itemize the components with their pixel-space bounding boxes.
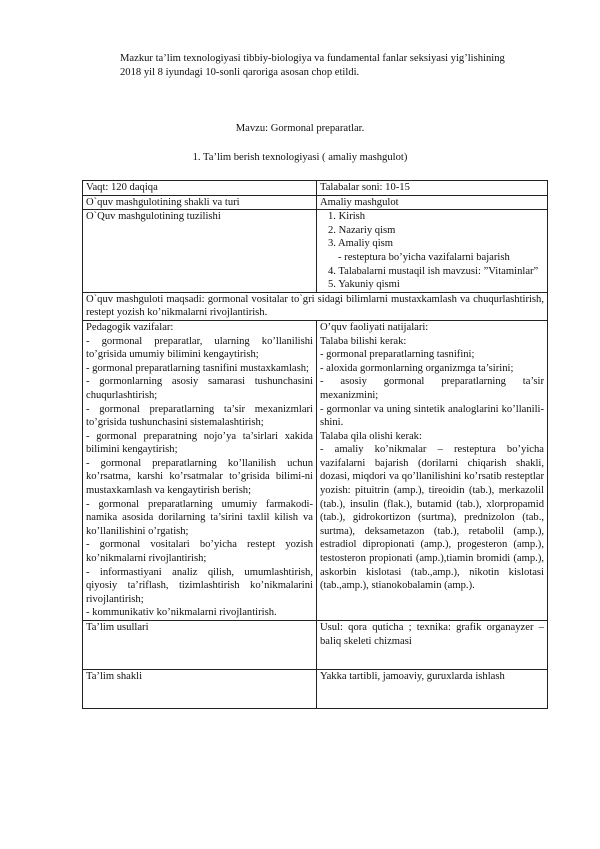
list-item: - gormonal preparatlarning tasnifini mustaxkamlash; bbox=[86, 362, 309, 374]
results-title: O’quv faoliyati natijalari: bbox=[320, 321, 429, 333]
shape-label-cell: Ta’lim shakli bbox=[83, 670, 317, 709]
table-row bbox=[83, 292, 548, 320]
time-cell: Vaqt: 120 daqiqa bbox=[83, 181, 317, 196]
methods-label-cell: Ta’lim usullari bbox=[83, 621, 317, 670]
form-label-cell: O`quv mashgulotining shakli va turi bbox=[83, 195, 317, 210]
results-know-title: Talaba bilishi kerak: bbox=[320, 335, 407, 347]
list-item: - gormonlar va uning sintetik analoglarini ko’llanili-shini. bbox=[320, 403, 544, 429]
list-item: - resteptura bo’yicha vazifalarni bajarish bbox=[338, 251, 510, 263]
methods-value-cell: Usul: qora quticha ; texnika: grafik organayzer – baliq skeleti chizmasi bbox=[317, 621, 548, 670]
table-row bbox=[83, 195, 548, 210]
list-item: - gormonal preparatlarning tasnifini; bbox=[320, 349, 475, 361]
goal-cell: O`quv mashguloti maqsadi: gormonal vositalar to`gri sidagi bilimlarni mustaxkamlash va chuqurlashtirish, restept yozish ko’nikmalarni rivojlantirish. bbox=[83, 292, 548, 320]
approval-line-2: 2018 yil 8 iyundagi 10-sonli qaroriga asosan chop etildi. bbox=[120, 66, 360, 78]
list-item: - gormonal preparatlarning ta’sir mexanizmlari to’grisida tushunchasini sistemalashtirish; bbox=[86, 403, 313, 429]
topic-heading: Mavzu: Gormonal preparatlar. bbox=[235, 123, 365, 134]
list-item: 5. Yakuniy qismi bbox=[328, 279, 400, 291]
form-value-cell: Amaliy mashgulot bbox=[317, 195, 548, 210]
list-item: - gormonal vositalari bo’yicha restept yozish ko’nikmalarni rivojlantirish; bbox=[86, 539, 313, 565]
table-row bbox=[83, 320, 548, 620]
structure-list bbox=[320, 210, 544, 292]
structure-list-cell bbox=[317, 210, 548, 293]
table-row bbox=[83, 181, 548, 196]
learning-results-cell bbox=[317, 320, 548, 620]
list-item: - gormonal preparatlarning ko’llanilish uchun ko’rsatma, karshi ko’rsatmalar to’grisida bilimi-ni mustaxkamlash va kengaytirish berish; bbox=[86, 457, 313, 497]
lesson-plan-table bbox=[82, 180, 548, 709]
list-item: 4. Talabalarni mustaqil ish mavzusi: ”Vitaminlar” bbox=[328, 265, 539, 277]
pedagogical-tasks-cell bbox=[83, 320, 317, 620]
table-row bbox=[83, 670, 548, 709]
list-item: - gormonal preparatlar, ularning ko’llanilishi to’grisida umumiy bilimini kengaytirish; bbox=[86, 335, 313, 361]
list-item: - gormonal preparatlarning umumiy farmakodi-namika asosida dorilarning ta’sirini taxlil kilish va ko’llanilishini o’rgatish; bbox=[86, 498, 313, 537]
students-cell: Talabalar soni: 10-15 bbox=[317, 181, 548, 196]
list-item: - informastiyani analiz qilish, umumlashtirish, qiyosiy ta’riflash, tizimlashtirish ko’nikmalarini rivojlantirish; bbox=[86, 566, 313, 605]
list-item: - gormonal preparatning nojo’ya ta’sirlari xakida bilimini kengaytirish; bbox=[86, 430, 313, 456]
table-row bbox=[83, 210, 548, 293]
results-do-text: - amaliy ko’nikmalar – resteptura bo’yicha vazifalarni bajarish (dorilarni chiqarish shakli, dozasi, miqdori va qo’llanilishini ko’rsatib resteptlar yozish: pituitrin (amp.), tireoidin (tab.), merkazolil (tab.), insulin (flak.), butamid (tab.), xlorpropamid (tab.), gidrokortizon (surtma), prednizolon (tab., surtma), deksametazon (tab.), retabolil (amp.), estradiol dipropionati (amp.), progesteron (amp.), testosteron propionati (amp.),tiamin bromidi (amp.), askorbin kislotasi (tab.,amp.), nikotin kislotasi (tab.,amp.), stianokobalamin (amp.). bbox=[320, 444, 544, 592]
list-item: - aloxida gormonlarning organizmga ta’sirini; bbox=[320, 362, 514, 374]
list-item: - gormonlarning asosiy samarasi tushunchasini chuqurlashtirish; bbox=[86, 376, 313, 401]
list-item: - kommunikativ ko’nikmalarni rivojlantirish. bbox=[86, 607, 277, 619]
list-item: 2. Nazariy qism bbox=[328, 224, 396, 236]
tasks-title: Pedagogik vazifalar: bbox=[86, 321, 174, 333]
list-item: 3. Amaliy qism bbox=[328, 238, 394, 250]
list-item: - asosiy gormonal preparatlarning ta’sir mexanizmini; bbox=[320, 376, 544, 401]
table-row bbox=[83, 621, 548, 670]
approval-line-1: Mazkur ta’lim texnologiyasi tibbiy-biologiya va fundamental fanlar seksiyasi yig’lishining bbox=[120, 53, 505, 64]
list-item: 1. Kirish bbox=[328, 211, 366, 223]
shape-value-cell: Yakka tartibli, jamoaviy, guruxlarda ishlash bbox=[317, 670, 548, 709]
approval-note bbox=[120, 52, 557, 79]
section-heading: 1. Ta’lim berish texnologiyasi ( amaliy mashgulot) bbox=[192, 152, 408, 163]
results-do-title: Talaba qila olishi kerak: bbox=[320, 430, 422, 442]
structure-label-cell: O`Quv mashgulotining tuzilishi bbox=[83, 210, 317, 293]
